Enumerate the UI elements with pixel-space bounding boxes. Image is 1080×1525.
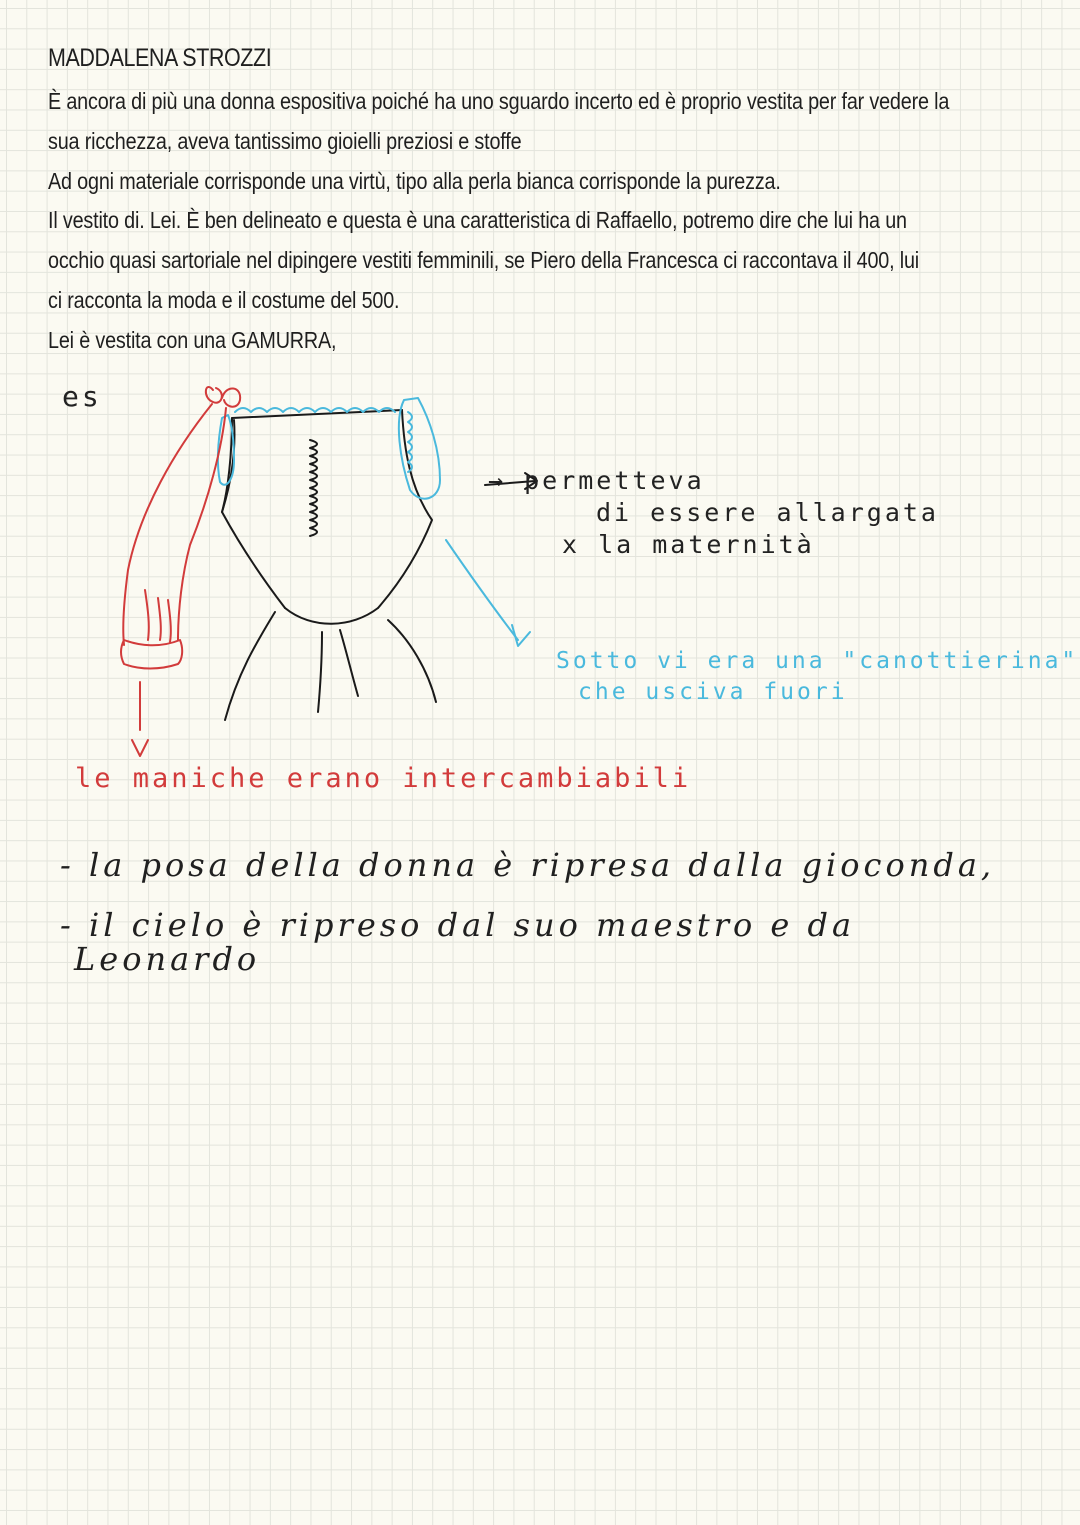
puff-ruffle-right bbox=[408, 412, 412, 472]
note-line: - la posa della donna è ripresa dalla gioconda, bbox=[60, 846, 996, 884]
paragraph-line: Il vestito di. Lei. È ben delineato e questa è una caratteristica di Raffaello, potremo dire che lui ha un bbox=[48, 207, 907, 233]
sleeve-bow-left bbox=[206, 387, 222, 403]
paragraph-line: ci racconta la moda e il costume del 500. bbox=[48, 287, 400, 313]
note-line: Leonardo bbox=[74, 940, 261, 978]
paragraph-line: sua ricchezza, aveva tantissimo gioielli preziosi e stoffe bbox=[48, 128, 522, 154]
undershirt-note-line: che usciva fuori bbox=[578, 679, 848, 705]
undershirt-note-line: Sotto vi era una "canottierina" bbox=[556, 648, 1079, 674]
skirt-fold-right bbox=[340, 630, 358, 696]
skirt-left bbox=[225, 612, 275, 720]
example-label: es bbox=[62, 380, 102, 413]
sleeve-folds bbox=[145, 590, 171, 642]
bodice-waist bbox=[285, 608, 378, 624]
arrow-undershirt-line bbox=[446, 540, 518, 640]
skirt-right bbox=[388, 620, 436, 702]
bodice-lacing bbox=[310, 440, 317, 536]
bodice-left-side bbox=[222, 418, 285, 608]
arrow-sleeves-head bbox=[132, 740, 148, 756]
paragraph-line: occhio quasi sartoriale nel dipingere vestiti femminili, se Piero della Francesca ci raccontava il 400, lui bbox=[48, 247, 920, 273]
sleeve-bow-right bbox=[222, 388, 240, 406]
sleeve-cuff bbox=[121, 640, 182, 669]
maternity-note-line: di essere allargata bbox=[596, 498, 939, 527]
paragraph-line: Ad ogni materiale corrisponde una virtù, tipo alla perla bianca corrisponde la purezza. bbox=[48, 168, 781, 194]
note-line: - il cielo è ripreso dal suo maestro e da bbox=[60, 906, 856, 944]
sleeves-note: le maniche erano intercambiabili bbox=[75, 763, 692, 794]
bodice-right-side bbox=[378, 410, 432, 608]
maternity-note-line: x la maternità bbox=[562, 530, 815, 559]
arrow-undershirt-head bbox=[512, 625, 530, 646]
paragraph-line: È ancora di più una donna espositiva poiché ha uno sguardo incerto ed è proprio vestita per far vedere la bbox=[48, 88, 950, 114]
paragraph-line: Lei è vestita con una GAMURRA, bbox=[48, 327, 337, 353]
maternity-note-line: → permetteva bbox=[488, 466, 705, 495]
page-title: MADDALENA STROZZI bbox=[48, 44, 272, 72]
skirt-fold-left bbox=[318, 632, 322, 712]
